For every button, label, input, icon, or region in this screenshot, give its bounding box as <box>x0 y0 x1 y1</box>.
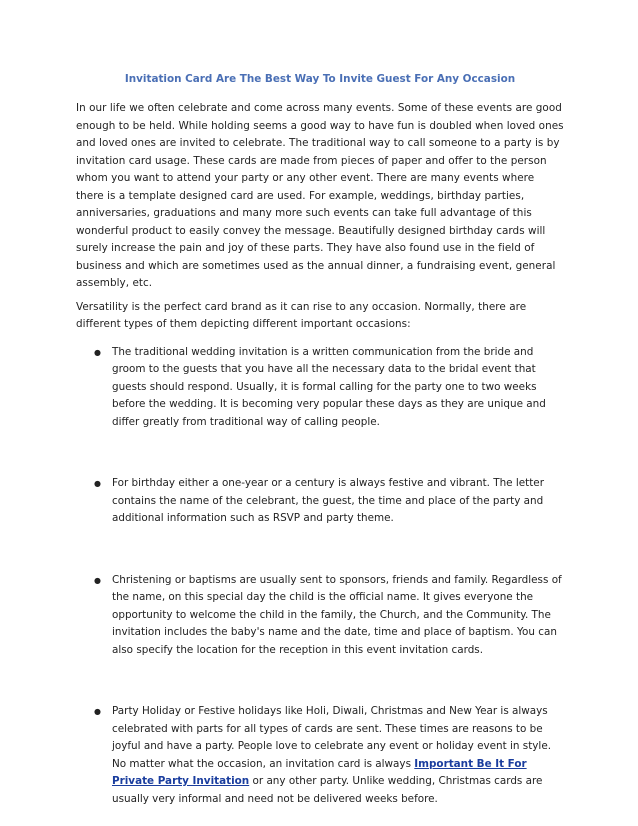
list-item-text-before-link: Party Holiday or Festive holidays like Holi, Diwali, Christmas and New Year is always celebrated with parts for all types of cards are sent. These times are reasons to be joyful and have a party. People love to celebrate any event or holiday event in style. No matter what the occasion, an invitation card is always <box>112 705 552 770</box>
document-page <box>76 72 564 808</box>
list-item-text: For birthday either a one-year or a century is always festive and vibrant. The letter contains the name of the celebrant, the guest, the time and place of the party and additional information such as RSVP and party theme. <box>112 477 544 524</box>
private-party-invitation-link[interactable]: Important Be It For Private Party Invitation <box>112 757 527 787</box>
occasion-list <box>76 344 564 809</box>
list-item-wedding <box>76 344 564 432</box>
bullet-icon: ● <box>94 347 101 357</box>
list-item-christening <box>76 572 564 660</box>
list-item-birthday <box>76 475 564 528</box>
versatility-paragraph: Versatility is the perfect card brand as it can rise to any occasion. Normally, there are different types of them depicting different important occasions: <box>76 300 527 330</box>
intro-paragraph: In our life we often celebrate and come across many events. Some of these events are good enough to be held. While holding seems a good way to have fun is doubled when loved ones and loved ones are invited to celebrate. The traditional way to call someone to a party is by invitation card usage. These cards are made from pieces of paper and offer to the person whom you want to attend your party or any other event. There are many events where there is a template designed card are used. For example, weddings, birthday parties, anniversaries, graduations and many more such events can take full advantage of this wonderful product to easily convey the message. Beautifully designed birthday cards will surely increase the pain and joy of these parts. They have also found use in the field of business and which are sometimes used as the annual dinner, a fundraising event, general assembly, etc. <box>76 102 564 289</box>
list-item-text: The traditional wedding invitation is a written communication from the bride and groom to the guests that you have all the necessary data to the bridal event that guests should respond. Usually, it is formal calling for the party one to two weeks before the wedding. It is becoming very popular these days as they are unique and differ greatly from traditional way of calling people. <box>112 345 546 428</box>
list-item-holiday <box>76 703 564 808</box>
list-item-text-after-link: or any other party. Unlike wedding, Christmas cards are usually very informal and need not be delivered weeks before. <box>112 775 543 805</box>
bullet-icon: ● <box>94 479 101 488</box>
list-item-text: Christening or baptisms are usually sent to sponsors, friends and family. Regardless of the name, on this special day the child is the official name. It gives everyone the opportunity to welcome the child in the family, the Church, and the Community. The invitation includes the baby's name and the date, time and place of baptism. You can also specify the location for the reception in this event invitation cards. <box>112 573 562 656</box>
bullet-icon: ● <box>94 707 101 716</box>
document-title: Invitation Card Are The Best Way To Invite Guest For Any Occasion <box>124 73 516 85</box>
bullet-icon: ● <box>94 575 101 585</box>
